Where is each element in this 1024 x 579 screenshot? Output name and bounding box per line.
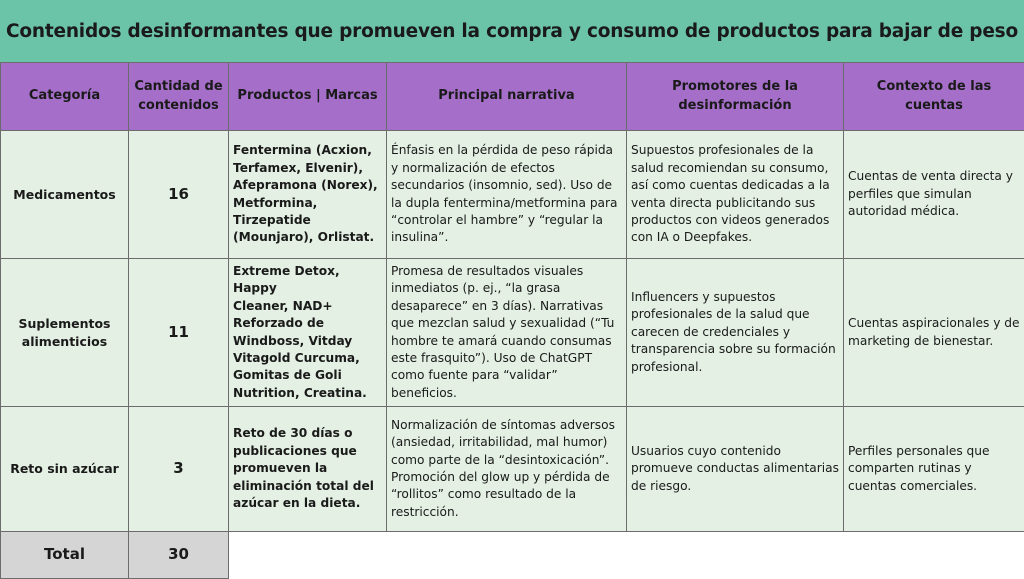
product-line: Fentermina (Acxion, [233,142,382,159]
product-line: Reto de 30 días o [233,425,382,442]
context-cell: Perfiles personales que comparten rutinas y cuentas comerciales. [844,407,1024,532]
context-cell: Cuentas de venta directa y perfiles que simulan autoridad médica. [844,131,1024,259]
category-cell: Suplementos alimenticios [1,259,129,407]
promoters-cell: Usuarios cuyo contenido promueve conductas alimentarias de riesgo. [627,407,844,532]
table-row [1,131,1024,259]
context-cell: Cuentas aspiracionales y de marketing de bienestar. [844,259,1024,407]
header-products: Productos | Marcas [229,63,387,131]
products-cell [229,259,387,407]
count-cell: 16 [129,131,229,259]
header-promoters: Promotores de la desinformación [627,63,844,131]
header-context: Contexto de las cuentas [844,63,1024,131]
product-line: Reforzado de [233,315,382,332]
products-cell [229,131,387,259]
header-narrative: Principal narrativa [387,63,627,131]
product-line: Gomitas de Goli [233,367,382,384]
product-line: eliminación total del [233,478,382,495]
product-line: Terfamex, Elvenir), [233,160,382,177]
products-cell [229,407,387,532]
count-cell: 3 [129,407,229,532]
product-line: publicaciones que [233,443,382,460]
table-row [1,407,1024,532]
title-bar [0,0,1024,63]
promoters-cell: Supuestos profesionales de la salud recomiendan su consumo, así como cuentas dedicadas a la venta directa publicitando sus productos con videos generados con IA o Deepfakes. [627,131,844,259]
narrative-cell: Promesa de resultados visuales inmediatos (p. ej., “la grasa desaparece” en 3 días). Narrativas que mezclan salud y sexualidad (“Tu hombre te amará cuando consumas este frasquito”). Uso de ChatGPT como fuente para “validar” beneficios. [387,259,627,407]
table-row [1,259,1024,407]
narrative-cell: Normalización de síntomas adversos (ansiedad, irritabilidad, mal humor) como parte de la “desintoxicación”. Promoción del glow up y pérdida de “rollitos” como resultado de la restricción. [387,407,627,532]
product-line: promueven la [233,460,382,477]
product-line: Vitagold Curcuma, [233,350,382,367]
category-cell: Reto sin azúcar [1,407,129,532]
product-line: Tirzepatide [233,212,382,229]
empty-cell [229,532,1024,579]
category-cell: Medicamentos [1,131,129,259]
product-line: (Mounjaro), Orlistat. [233,229,382,246]
product-line: azúcar en la dieta. [233,495,382,512]
header-count: Cantidad de contenidos [129,63,229,131]
total-row [1,532,1024,579]
page-title: Contenidos desinformantes que promueven la compra y consumo de productos para bajar de peso [6,21,1018,42]
narrative-cell: Énfasis en la pérdida de peso rápida y normalización de efectos secundarios (insomnio, sed). Uso de la dupla fentermina/metformina para “controlar el hambre” y “regular la insulina”. [387,131,627,259]
promoters-cell: Influencers y supuestos profesionales de la salud que carecen de credenciales y transparencia sobre su formación profesional. [627,259,844,407]
product-line: Cleaner, NAD+ [233,298,382,315]
total-value: 30 [129,532,229,579]
product-line: Nutrition, Creatina. [233,385,382,402]
data-table [0,62,1024,579]
product-line: Metformina, [233,195,382,212]
count-cell: 11 [129,259,229,407]
product-line: Afepramona (Norex), [233,177,382,194]
header-category: Categoría [1,63,129,131]
product-line: Extreme Detox, Happy [233,263,382,298]
header-row [1,63,1024,131]
total-label: Total [1,532,129,579]
product-line: Windboss, Vitday [233,333,382,350]
